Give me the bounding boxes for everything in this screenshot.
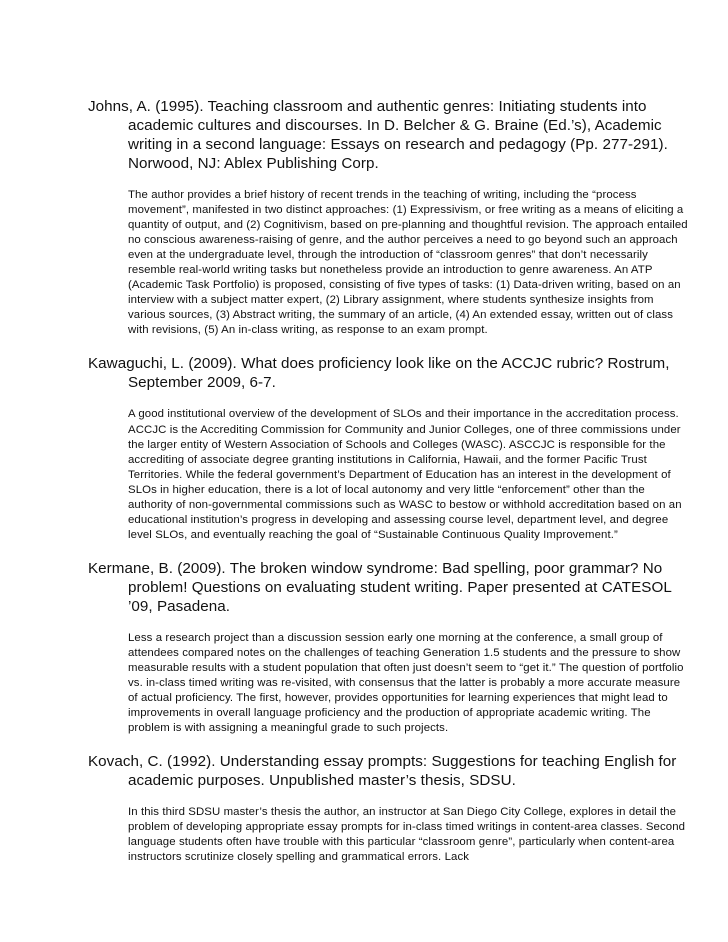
bibliography-entry-kovach [88,752,688,865]
bibliography-entry-johns [88,97,688,338]
citation: Johns, A. (1995). Teaching classroom and authentic genres: Initiating students into academic cultures and discourses. In D. Belcher & G. Braine (Ed.’s), Academic writing in a second language: Essays on research and pedagogy (Pp. 277-291). Norwood, NJ: Ablex Publishing Corp. [88,98,668,172]
annotation: Less a research project than a discussion session early one morning at the conference, a small group of attendees compared notes on the challenges of teaching Generation 1.5 students and the pressure to show measurable results with a student population that often just doesn’t seem to “get it.” The question of portfolio vs. in-class timed writing was re-visited, with consensus that the latter is probably a more accurate measure of actual proficiency. The first, however, provides opportunities for learning experiences that might lead to improvements in overall language proficiency and the production of appropriate academic writing. The problem is with assigning a meaningful grade to such projects. [128,631,684,735]
citation: Kovach, C. (1992). Understanding essay prompts: Suggestions for teaching English for academic purposes. Unpublished master’s thesis, SDSU. [88,753,677,790]
bibliography-entry-kawaguchi [88,354,688,542]
annotation: The author provides a brief history of recent trends in the teaching of writing, including the “process movement”, manifested in two distinct approaches: (1) Expressivism, or free writing as a means of eliciting a quantity of output, and (2) Cognitivism, based on pre-planning and thoughtful revision. The approach entailed no conscious awareness-raising of genre, and the author perceives a need to go beyond such an approach even at the undergraduate level, through the introduction of “classroom genres” that don’t necessarily resemble real-world writing tasks but nonetheless provide an introduction to genre awareness. An ATP (Academic Task Portfolio) is proposed, consisting of five types of tasks: (1) Data-driven writing, based on an interview with a subject matter expert, (2) Library assignment, where students synthesize insights from various sources, (3) Abstract writing, the summary of an article, (4) An extended essay, written out of class with revisions, (5) An in-class writing, as response to an exam prompt. [128,189,688,337]
annotation: In this third SDSU master’s thesis the author, an instructor at San Diego City College, explores in detail the problem of developing appropriate essay prompts for in-class timed writings in content-area classes. Second language students often have trouble with this particular “classroom genre”, particularly when content-area instructors scrutinize closely spelling and grammatical errors. Lack [128,806,686,864]
citation: Kermane, B. (2009). The broken window syndrome: Bad spelling, poor grammar? No problem! Questions on evaluating student writing. Paper presented at CATESOL ’09, Pasadena. [88,559,672,615]
citation: Kawaguchi, L. (2009). What does proficiency look like on the ACCJC rubric? Rostrum, September 2009, 6-7. [88,355,670,392]
annotation: A good institutional overview of the development of SLOs and their importance in the accreditation process. ACCJC is the Accrediting Commission for Community and Junior Colleges, one of three commissions under the larger entity of Western Association of Schools and Colleges (WASC). ASCCJC is responsible for the accrediting of associate degree granting institutions in California, Hawaii, and the former Pacific Trust Territories. While the federal government’s Department of Education has an interest in the development of SLOs in higher education, there is a lot of local autonomy and very little “enforcement” other than the authority of non-governmental commissions such as WASC to bestow or withhold accreditation based on an educational institution’s progress in developing and assessing course level, department level, and degree level SLOs, and eventually reaching the goal of “Sustainable Continuous Quality Improvement.” [128,408,682,541]
bibliography-entry-kermane [88,559,688,736]
